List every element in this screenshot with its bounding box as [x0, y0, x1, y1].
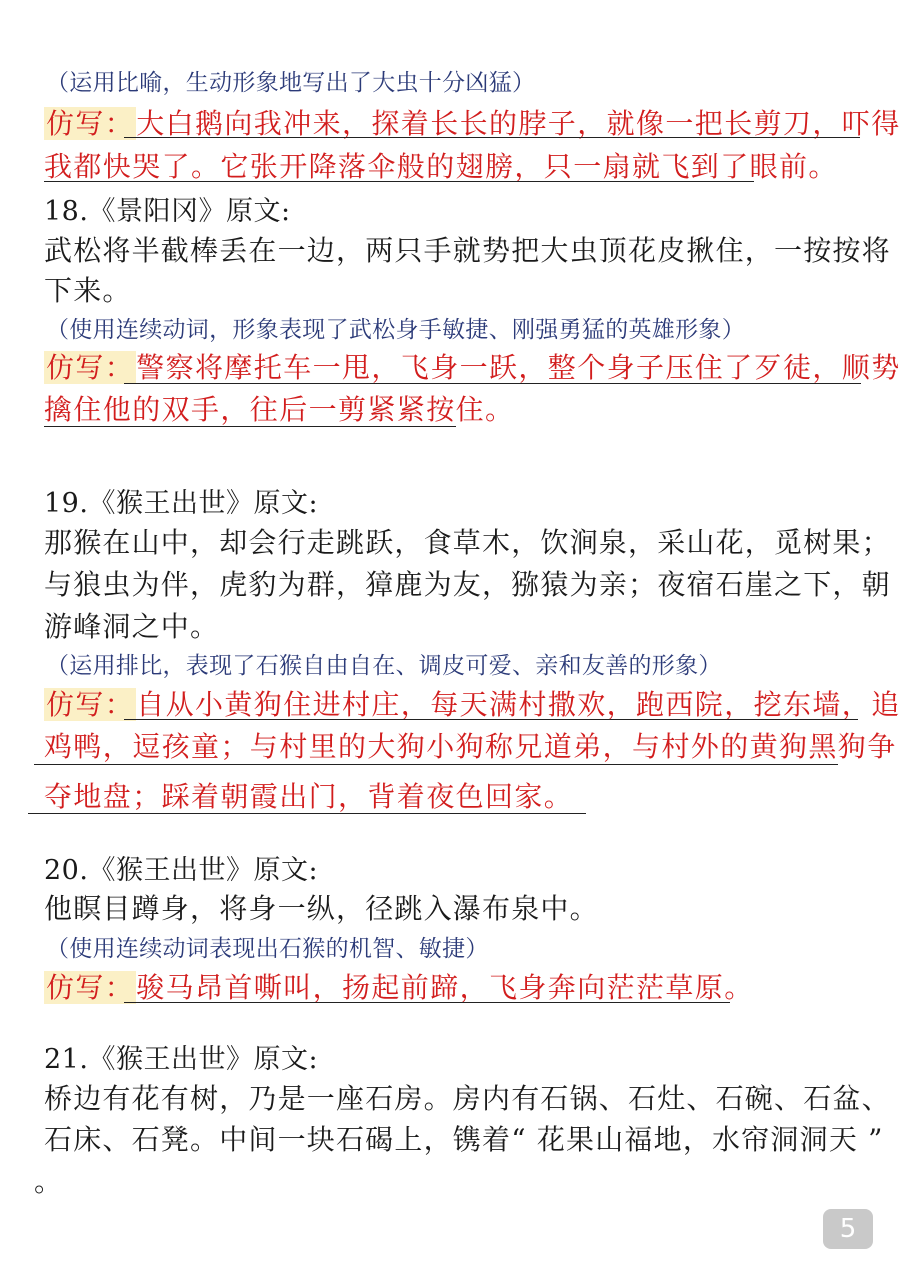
item20-heading: 20.《猴王出世》原文:: [44, 855, 319, 886]
item21-original-line-3: 。: [34, 1165, 64, 1198]
underline: [44, 426, 456, 427]
item17-imitation-line-1: [44, 102, 901, 142]
underline: [34, 764, 838, 765]
item17-imitation-text-1: 大白鹅向我冲来，探着长长的脖子，就像一把长剪刀，吓得: [136, 107, 901, 140]
item19-heading: 19.《猴王出世》原文:: [44, 488, 319, 519]
item18-imitation-line-1: [44, 346, 901, 386]
item17-note: （运用比喻，生动形象地写出了大虫十分凶猛）: [46, 70, 536, 96]
item19-note: （运用排比，表现了石猴自由自在、调皮可爱、亲和友善的形象）: [46, 653, 722, 679]
item18-imitation-text-1: 警察将摩托车一甩，飞身一跃，整个身子压住了歹徒，顺势: [136, 351, 901, 384]
item19-imitation-line-1: [44, 683, 901, 723]
underline: [28, 813, 586, 814]
item17-imitation-line-2: 我都快哭了。它张开降落伞般的翅膀，只一扇就飞到了眼前。: [44, 150, 838, 183]
underline: [124, 719, 858, 720]
page-number-badge: 5: [823, 1209, 873, 1249]
item19-imitation-line-3: 夺地盘；踩着朝霞出门，背着夜色回家。: [44, 780, 574, 813]
item20-note: （使用连续动词表现出石猴的机智、敏捷）: [46, 936, 489, 962]
underline: [124, 137, 860, 138]
item21-original-line-2: 石床、石凳。中间一块石碣上，镌着“ 花果山福地，水帘洞洞天 ”: [44, 1123, 884, 1156]
item20-imitation-text-1: 骏马昂首嘶叫，扬起前蹄，飞身奔向茫茫草原。: [136, 971, 754, 1004]
item20-imitation-line-1: [44, 966, 754, 1006]
item21-original-line-1: 桥边有花有树，乃是一座石房。房内有石锅、石灶、石碗、石盆、: [44, 1082, 891, 1115]
item18-original-line-1: 武松将半截棒丢在一边，两只手就势把大虫顶花皮揪住，一按按将: [44, 234, 891, 267]
imitation-label: 仿写：: [46, 107, 135, 140]
underline: [44, 181, 754, 182]
item19-original-line-2: 与狼虫为伴，虎豹为群，獐鹿为友，猕猿为亲；夜宿石崖之下，朝: [44, 568, 891, 601]
imitation-label: 仿写：: [46, 688, 135, 721]
item20-original-line-1: 他瞑目蹲身，将身一纵，径跳入瀑布泉中。: [44, 892, 599, 925]
item19-original-line-3: 游峰洞之中。: [44, 610, 220, 643]
item18-original-line-2: 下来。: [44, 274, 132, 307]
item18-heading: 18.《景阳冈》原文:: [44, 196, 291, 227]
item19-imitation-line-2: 鸡鸭，逗孩童；与村里的大狗小狗称兄道弟，与村外的黄狗黑狗争: [44, 730, 897, 763]
imitation-label: 仿写：: [46, 351, 135, 384]
item18-note: （使用连续动词，形象表现了武松身手敏捷、刚强勇猛的英雄形象）: [46, 317, 745, 343]
imitation-label: 仿写：: [46, 971, 135, 1004]
underline: [124, 1002, 730, 1003]
item18-imitation-line-2: 擒住他的双手，往后一剪紧紧按住。: [44, 393, 515, 426]
item19-imitation-text-1: 自从小黄狗住进村庄，每天满村撒欢，跑西院，挖东墙，追: [136, 688, 901, 721]
underline: [124, 383, 861, 384]
item19-original-line-1: 那猴在山中，却会行走跳跃，食草木，饮涧泉，采山花，觅树果；: [44, 526, 891, 559]
item21-heading: 21.《猴王出世》原文:: [44, 1044, 319, 1075]
